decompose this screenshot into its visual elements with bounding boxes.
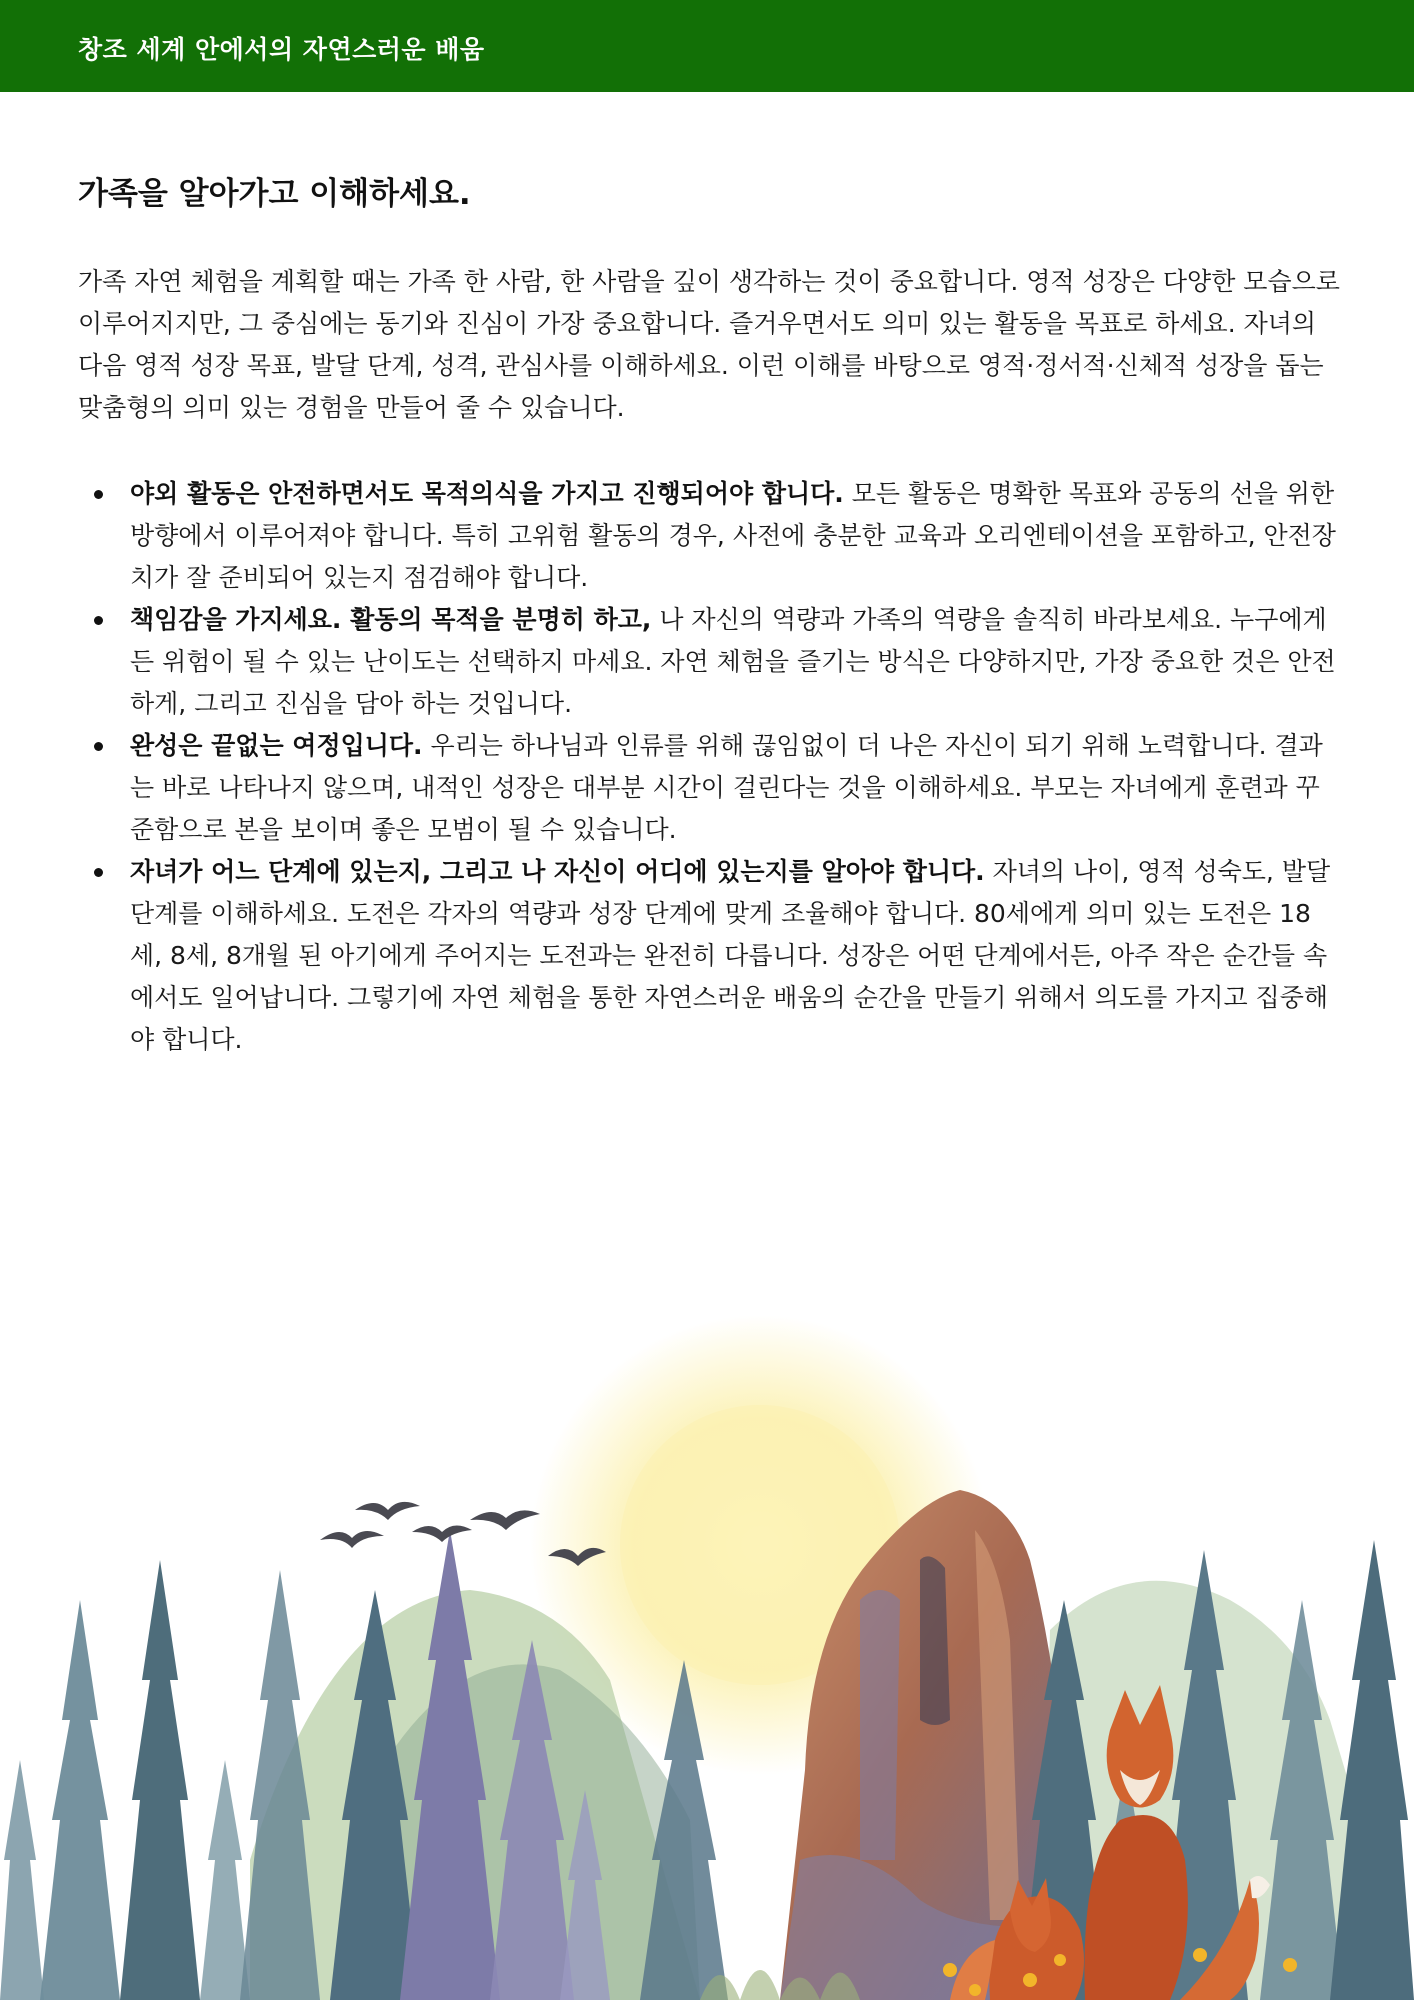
header-title: 창조 세계 안에서의 자연스러운 배움 <box>78 35 485 64</box>
main-content <box>78 168 1340 1061</box>
forest-illustration <box>0 1300 1414 2000</box>
bullet-item <box>78 725 1340 851</box>
bullet-text: 나 자신의 역량과 가족의 역량을 솔직히 바라보세요. 누구에게든 위험이 될 수 있는 난이도는 선택하지 마세요. 자연 체험을 즐기는 방식은 다양하지만, 가장 중요한 것은 안전하게, 그리고 진심을 담아 하는 것입니다. <box>130 605 1336 718</box>
bullet-bold: 자녀가 어느 단계에 있는지, 그리고 나 자신이 어디에 있는지를 알아야 합니다. <box>130 857 985 886</box>
bullet-dot-icon <box>94 490 103 499</box>
bullet-dot-icon <box>94 616 103 625</box>
bullet-item <box>78 851 1340 1061</box>
bullet-dot-icon <box>94 742 103 751</box>
bullet-text: 자녀의 나이, 영적 성숙도, 발달 단계를 이해하세요. 도전은 각자의 역량과 성장 단계에 맞게 조율해야 합니다. 80세에게 의미 있는 도전은 18세, 8세, 8개월 된 아기에게 주어지는 도전과는 완전히 다릅니다. 성장은 어떤 단계에서든, 아주 작은 순간들 속에서도 일어납니다. 그렇기에 자연 체험을 통한 자연스러운 배움의 순간을 만들기 위해서 의도를 가지고 집중해야 합니다. <box>130 857 1331 1054</box>
header-bar <box>0 0 1414 92</box>
bullet-dot-icon <box>94 868 103 877</box>
section-title: 가족을 알아가고 이해하세요. <box>78 176 471 212</box>
bullet-list <box>78 473 1340 1061</box>
bullet-bold: 완성은 끝없는 여정입니다. <box>130 731 423 760</box>
bullet-text: 모든 활동은 명확한 목표와 공동의 선을 위한 방향에서 이루어져야 합니다. 특히 고위험 활동의 경우, 사전에 충분한 교육과 오리엔테이션을 포함하고, 안전장치가 잘 준비되어 있는지 점검해야 합니다. <box>130 479 1336 592</box>
bullet-bold: 야외 활동은 안전하면서도 목적의식을 가지고 진행되어야 합니다. <box>130 479 844 508</box>
intro-paragraph: 가족 자연 체험을 계획할 때는 가족 한 사람, 한 사람을 깊이 생각하는 것이 중요합니다. 영적 성장은 다양한 모습으로 이루어지지만, 그 중심에는 동기와 진심이 가장 중요합니다. 즐거우면서도 의미 있는 활동을 목표로 하세요. 자녀의 다음 영적 성장 목표, 발달 단계, 성격, 관심사를 이해하세요. 이런 이해를 바탕으로 영적·정서적·신체적 성장을 돕는 맞춤형의 의미 있는 경험을 만들어 줄 수 있습니다. <box>78 267 1340 422</box>
bullet-bold: 책임감을 가지세요. 활동의 목적을 분명히 하고, <box>130 605 652 634</box>
bullet-text: 우리는 하나님과 인류를 위해 끊임없이 더 나은 자신이 되기 위해 노력합니다. 결과는 바로 나타나지 않으며, 내적인 성장은 대부분 시간이 걸린다는 것을 이해하세요. 부모는 자녀에게 훈련과 꾸준함으로 본을 보이며 좋은 모범이 될 수 있습니다. <box>130 731 1323 844</box>
bullet-item <box>78 473 1340 599</box>
bullet-item <box>78 599 1340 725</box>
